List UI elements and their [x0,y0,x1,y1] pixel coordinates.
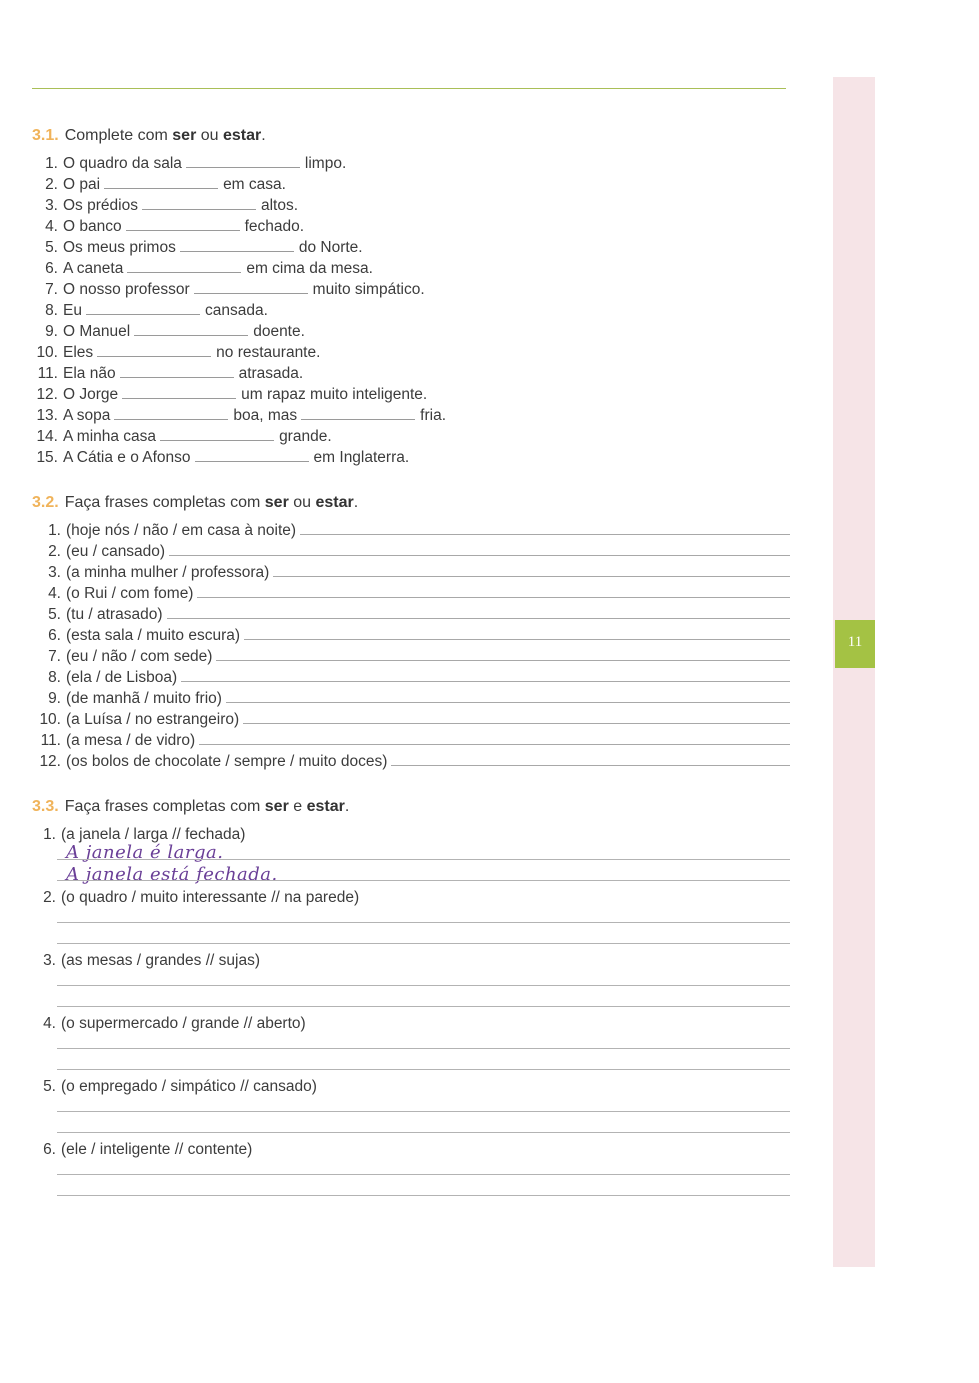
answer-blank[interactable] [126,217,240,231]
answer-line[interactable] [57,1195,790,1196]
instruction-text: . [353,494,359,511]
item-ending: fria. [420,407,447,424]
answer-line[interactable] [169,541,790,556]
answer-line[interactable] [197,583,790,598]
item-prompt: (a mesa / de vidro) [66,732,196,749]
item-prompt: A Cátia e o Afonso [63,449,191,466]
instruction-text: Faça frases completas com [64,494,265,511]
instruction-text: . [261,127,266,144]
exercise-number: 3.1. [32,127,59,144]
item-prompt: O pai [63,176,101,193]
item-ending: boa, mas [233,407,298,424]
item-prompt: (o empregado / simpático // cansado) [61,1078,317,1095]
exercise-3-1-title [32,126,822,146]
item-number: 5. [43,1078,56,1095]
exercise-item [35,646,790,667]
exercise-item [30,950,260,971]
item-ending: altos. [260,197,299,214]
item-number: 10. [39,711,61,728]
item-prompt: (de manhã / muito frio) [66,690,222,707]
item-prompt: (o quadro / muito interessante // na parede) [61,889,360,906]
exercise-item [32,258,373,279]
answer-line[interactable] [57,1111,790,1112]
exercise-item [32,342,320,363]
item-number: 4. [43,1015,56,1032]
answer-line[interactable] [300,520,790,535]
exercise-3-3 [32,797,822,817]
item-number: 3. [48,564,61,581]
exercise-item [32,216,304,237]
item-number: 7. [45,281,58,298]
exercise-item [32,384,427,405]
item-number: 1. [48,522,61,539]
item-prompt: (a janela / larga // fechada) [61,826,246,843]
instruction-text: Faça frases completas com [64,798,265,815]
item-number: 6. [43,1141,56,1158]
keyword-estar: estar [223,127,262,144]
exercise-3-2-title [32,493,822,513]
keyword-estar: estar [315,494,354,511]
item-prompt: (eu / cansado) [66,543,166,560]
item-ending: em cima da mesa. [246,260,373,277]
exercise-item [35,520,790,541]
item-number: 3. [43,952,56,969]
item-ending: fechado. [244,218,305,235]
item-ending: limpo. [304,155,347,172]
item-number: 10. [36,344,58,361]
item-prompt: (tu / atrasado) [66,606,163,623]
item-prompt: O banco [63,218,122,235]
item-number: 4. [48,585,61,602]
item-number: 5. [45,239,58,256]
item-number: 8. [45,302,58,319]
keyword-ser: ser [264,798,289,815]
answer-line[interactable] [57,922,790,923]
item-prompt: (ele / inteligente // contente) [61,1141,253,1158]
handwritten-answer: A janela está fechada. [66,864,278,885]
item-number: 9. [48,690,61,707]
item-number: 9. [45,323,58,340]
item-number: 4. [45,218,58,235]
answer-blank[interactable] [114,406,228,420]
answer-line[interactable] [226,688,790,703]
answer-line[interactable] [167,604,791,619]
item-prompt: Os prédios [63,197,138,214]
answer-line[interactable] [216,646,790,661]
item-ending: em Inglaterra. [313,449,410,466]
exercise-3-2 [32,493,822,513]
answer-line[interactable] [57,1069,790,1070]
item-prompt: (o supermercado / grande // aberto) [61,1015,306,1032]
answer-blank[interactable] [180,238,294,252]
item-number: 12. [36,386,58,403]
answer-line[interactable] [57,1006,790,1007]
answer-line[interactable] [199,730,790,745]
item-ending: um rapaz muito inteligente. [241,386,428,403]
answer-blank[interactable] [122,385,236,399]
item-ending: no restaurante. [216,344,321,361]
item-prompt: O nosso professor [63,281,190,298]
item-number: 12. [39,753,61,770]
exercise-item [30,1076,317,1097]
answer-blank[interactable] [186,154,300,168]
item-ending: grande. [279,428,332,445]
exercise-item [35,688,790,709]
exercise-item [30,1139,252,1160]
answer-line[interactable] [57,943,790,944]
answer-blank[interactable] [86,301,200,315]
answer-blank[interactable] [127,259,241,273]
item-number: 2. [45,176,58,193]
item-number: 3. [45,197,58,214]
item-prompt: (esta sala / muito escura) [66,627,241,644]
item-ending: do Norte. [298,239,363,256]
answer-blank[interactable] [195,448,309,462]
keyword-estar: estar [306,798,345,815]
item-prompt: (o Rui / com fome) [66,585,194,602]
exercise-item [35,730,790,751]
exercise-item [35,625,790,646]
item-ending: em casa. [223,176,286,193]
instruction-text: Complete com [64,127,173,144]
item-prompt: (hoje nós / não / em casa à noite) [66,522,297,539]
top-divider [32,88,786,89]
item-prompt: (a minha mulher / professora) [66,564,270,581]
item-number: 14. [36,428,58,445]
item-number: 1. [43,826,56,843]
exercise-item [32,447,409,468]
item-prompt: O Manuel [63,323,131,340]
answer-line[interactable] [243,709,790,724]
exercise-item [32,300,268,321]
exercise-item [32,363,303,384]
handwritten-answer: A janela é larga. [66,842,224,863]
exercise-item [32,405,446,426]
item-ending: atrasada. [238,365,304,382]
exercise-item [35,751,790,772]
answer-line[interactable] [57,1048,790,1049]
keyword-ser: ser [264,494,289,511]
item-prompt: (eu / não / com sede) [66,648,213,665]
exercise-item [32,279,425,300]
exercise-item [32,153,346,174]
answer-blank[interactable] [194,280,308,294]
answer-blank[interactable] [142,196,256,210]
item-number: 6. [48,627,61,644]
exercise-item [32,195,298,216]
exercise-item [35,667,790,688]
item-prompt: A sopa [63,407,111,424]
exercise-item [32,426,332,447]
exercise-3-3-title [32,797,822,817]
item-number: 13. [36,407,58,424]
answer-line[interactable] [391,751,790,766]
exercise-number: 3.2. [32,494,59,511]
item-ending: doente. [253,323,305,340]
item-prompt: Eles [63,344,94,361]
answer-line[interactable] [57,1174,790,1175]
answer-line[interactable] [244,625,790,640]
item-number: 1. [45,155,58,172]
answer-blank[interactable] [120,364,234,378]
item-ending: cansada. [204,302,268,319]
answer-line[interactable] [57,880,790,881]
item-number: 11. [37,365,58,382]
exercise-item [35,562,790,583]
item-prompt: A caneta [63,260,124,277]
item-number: 2. [43,889,56,906]
instruction-text: ou [288,494,316,511]
instruction-text: e [288,798,307,815]
item-number: 11. [40,732,61,749]
exercise-number: 3.3. [32,798,59,815]
answer-line[interactable] [57,859,790,860]
exercise-item [32,321,305,342]
item-number: 15. [36,449,58,466]
answer-line[interactable] [57,985,790,986]
answer-line[interactable] [181,667,790,682]
item-number: 7. [48,648,61,665]
answer-blank[interactable] [97,343,211,357]
side-margin-band [833,77,875,1267]
item-number: 5. [48,606,61,623]
exercise-item [35,541,790,562]
item-prompt: O Jorge [63,386,119,403]
answer-line[interactable] [273,562,790,577]
item-prompt: (a Luísa / no estrangeiro) [66,711,240,728]
page-number: 11 [847,633,863,650]
item-number: 2. [48,543,61,560]
item-prompt: A minha casa [63,428,157,445]
keyword-ser: ser [172,127,197,144]
exercise-item [35,583,790,604]
item-prompt: Ela não [63,365,116,382]
item-number: 6. [45,260,58,277]
item-number: 8. [48,669,61,686]
exercise-3-1 [32,126,822,146]
exercise-item [35,709,790,730]
item-prompt: (os bolos de chocolate / sempre / muito doces) [66,753,388,770]
instruction-text: . [344,798,350,815]
item-prompt: O quadro da sala [63,155,182,172]
item-ending: muito simpático. [312,281,425,298]
page-number-tab [835,620,875,668]
exercise-item [30,1013,306,1034]
answer-blank[interactable] [104,175,218,189]
exercise-item [30,887,359,908]
answer-line[interactable] [57,1132,790,1133]
answer-blank[interactable] [160,427,274,441]
item-prompt: (ela / de Lisboa) [66,669,178,686]
answer-blank[interactable] [301,406,415,420]
exercise-item [32,174,286,195]
instruction-text: ou [196,127,223,144]
item-prompt: (as mesas / grandes // sujas) [61,952,260,969]
exercise-item [35,604,790,625]
item-prompt: Os meus primos [63,239,176,256]
answer-blank[interactable] [134,322,248,336]
item-prompt: Eu [63,302,82,319]
exercise-item [32,237,363,258]
